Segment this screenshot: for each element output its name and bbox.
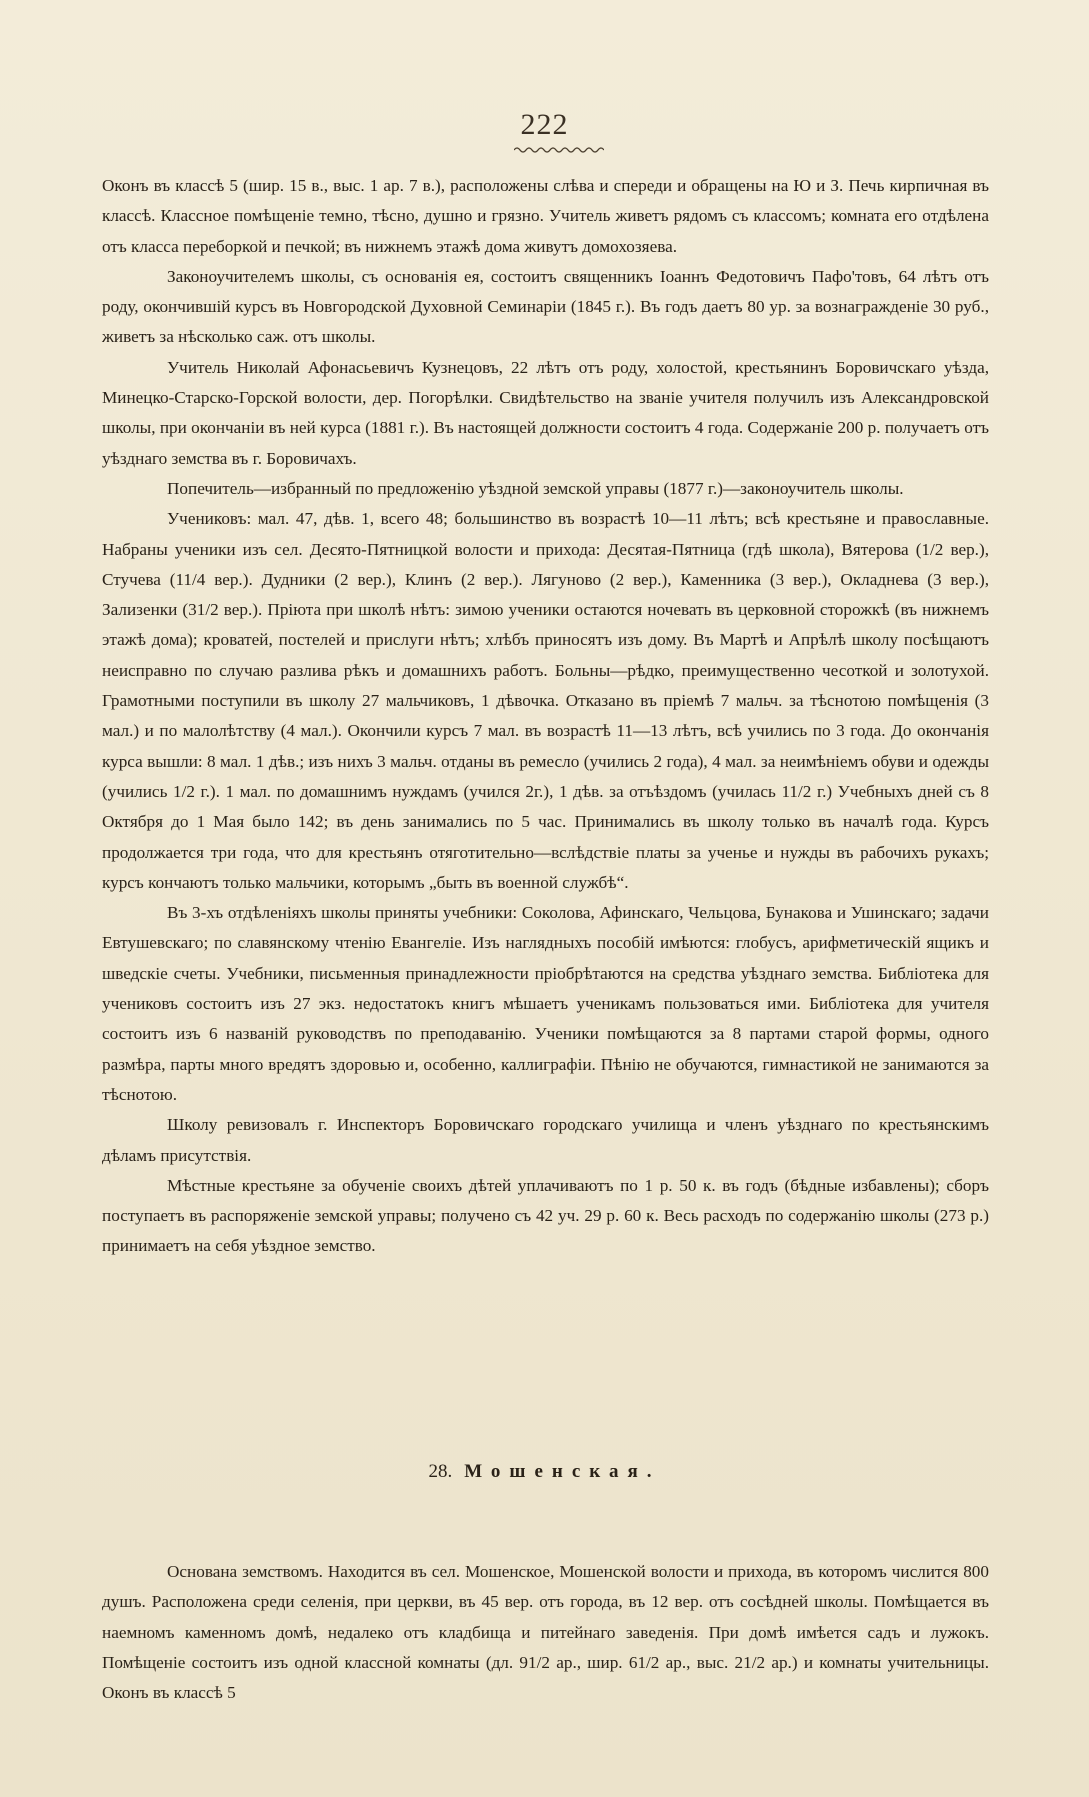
top-text-block — [102, 171, 989, 1262]
section-heading — [0, 1457, 1089, 1487]
wavy-rule-ornament — [514, 146, 604, 154]
paragraph-fees: Мѣстные крестьяне за обученіе своихъ дѣтей уплачиваютъ по 1 р. 50 к. въ годъ (бѣдные избавлены); сборъ поступаетъ въ распоряженіе земской управы; получено съ 42 уч. 29 р. 60 к. Весь расходъ по содержанію школы (273 р.) принимаетъ на себя уѣздное земство. — [102, 1175, 989, 1256]
paragraph-pupils: Учениковъ: мал. 47, дѣв. 1, всего 48; большинство въ возрастѣ 10—11 лѣтъ; всѣ крестьяне и православные. Набраны ученики изъ сел. Десято-Пятницкой волости и прихода: Десятая-Пятница (гдѣ школа), Вятерова (1/2 вер.), Стучева (11/4 вер.). Дудники (2 вер.), Клинъ (2 вер.). Лягуново (2 вер.), Каменника (3 вер.), Окладнева (3 вер.), Зализенки (31/2 вер.). Пріюта при школѣ нѣтъ: зимою ученики остаются ночевать въ церковной сторожкѣ (въ нижнемъ этажѣ дома); кроватей, постелей и прислуги нѣтъ; хлѣбъ приносятъ изъ дому. Въ Мартѣ и Апрѣлѣ школу посѣщаютъ неисправно по случаю разлива рѣкъ и домашнихъ работъ. Больны—рѣдко, преимущественно чесоткой и золотухой. Грамотными поступили въ школу 27 мальчиковъ, 1 дѣвочка. Отказано въ пріемѣ 7 мальч. за тѣснотою помѣщенія (3 мал.) и по малолѣтству (4 мал.). Окончили курсъ 7 мал. въ возрастѣ 11—13 лѣтъ, всѣ учились по 3 года. До окончанія курса вышли: 8 мал. 1 дѣв.; изъ нихъ 3 мальч. отданы въ ремесло (учились 2 года), 4 мал. за неимѣніемъ обуви и одежды (учились 1/2 г.). 1 мал. по домашнимъ нуждамъ (учился 2г.), 1 дѣв. за отъѣздомъ (училась 11/2 г.) Учебныхъ дней съ 8 Октября до 1 Мая было 142; въ день занимались по 5 час. Принимались въ школу только въ началѣ года. Курсъ продолжается три года, что для крестьянъ отяготительно—вслѣдствіе платы за ученье и нужды въ рабочихъ рукахъ; курсъ кончаютъ только мальчики, которымъ „быть въ военной службѣ“. — [102, 509, 989, 892]
paragraph-trustee: Попечитель—избранный по предложенію уѣздной земской управы (1877 г.)—законоучитель школы. — [167, 478, 904, 498]
section-number: 28. — [428, 1461, 453, 1482]
paragraph-windows-and-rooms: Оконъ въ классѣ 5 (шир. 15 в., выс. 1 ар. 7 в.), расположены слѣва и спереди и обращены на Ю и З. Печь кирпичная въ классѣ. Классное помѣщеніе темно, тѣсно, душно и грязно. Учитель живетъ рядомъ съ классомъ; комната его отдѣлена отъ класса переборкой и печкой; въ нижнемъ этажѣ дома живутъ домохозяева. — [102, 176, 989, 256]
paragraph-law-teacher: Законоучителемъ школы, съ основанія ея, состоитъ священникъ Іоаннъ Федотовичъ Пафо'товъ, 64 лѣтъ отъ роду, окончившій курсъ въ Новгородской Духовной Семинаріи (1845 г.). Въ годъ даетъ 80 ур. за вознагражденіе 30 руб., живетъ за нѣсколько саж. отъ школы. — [102, 266, 989, 347]
bottom-text-block — [102, 1557, 989, 1708]
paragraph-textbooks: Въ 3-хъ отдѣленіяхъ школы приняты учебники: Соколова, Афинскаго, Чельцова, Бунакова и Ушинскаго; задачи Евтушевскаго; по славянскому чтенію Евангеліе. Изъ наглядныхъ пособій имѣются: глобусъ, арифметическій ящикъ и шведскіе счеты. Учебники, письменныя принадлежности пріобрѣтаются на средства уѣзднаго земства. Библіотека для учениковъ состоитъ изъ 27 экз. недостатокъ книгъ мѣшаетъ ученикамъ пользоваться ими. Библіотека для учителя состоитъ изъ 6 названій руководствъ по преподаванію. Ученики помѣщаются за 8 партами старой формы, одного размѣра, парты много вредятъ здоровью и, особенно, каллиграфіи. Пѣнію не обучаются, гимнастикой не занимаются за тѣснотою. — [102, 903, 989, 1104]
page-number: 222 — [520, 108, 569, 141]
paragraph-teacher: Учитель Николай Афонасьевичъ Кузнецовъ, 22 лѣтъ отъ роду, холостой, крестьянинъ Боровичскаго уѣзда, Минецко-Старско-Горской волости, дер. Погорѣлки. Свидѣтельство на званіе учителя получилъ изъ Александровской школы, при окончаніи въ ней курса (1881 г.). Въ настоящей должности состоитъ 4 года. Содержаніе 200 р. получаетъ отъ уѣзднаго земства въ г. Боровичахъ. — [102, 357, 989, 468]
paragraph-inspection: Школу ревизовалъ г. Инспекторъ Боровичскаго городскаго училища и членъ уѣзднаго по крестьянскимъ дѣламъ присутствія. — [102, 1115, 989, 1165]
section-title: Мошенская. — [464, 1461, 661, 1482]
paragraph-moshenskaya-school: Основана земствомъ. Находится въ сел. Мошенское, Мошенской волости и прихода, въ которомъ числится 800 душъ. Расположена среди селенія, при церкви, въ 45 вер. отъ города, въ 12 вер. отъ сосѣдней школы. Помѣщается въ наемномъ каменномъ домѣ, недалеко отъ кладбища и питейнаго заведенія. При домѣ имѣется садъ и лужокъ. Помѣщеніе состоитъ изъ одной классной комнаты (дл. 91/2 ар., шир. 61/2 ар., выс. 21/2 ар.) и комнаты учительницы. Оконъ въ классѣ 5 — [102, 1562, 989, 1703]
